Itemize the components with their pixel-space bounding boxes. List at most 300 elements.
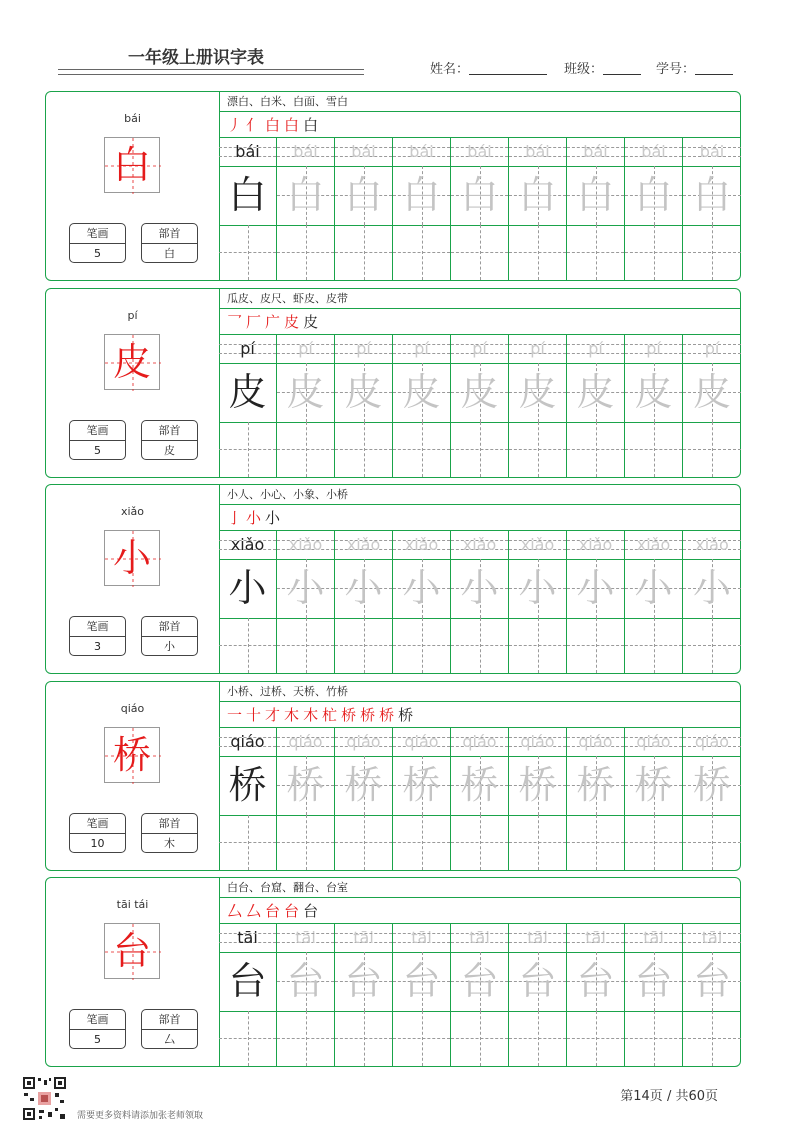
pinyin-text: pí — [298, 339, 313, 358]
pinyin-text: bái — [583, 142, 608, 161]
pinyin-text: bái — [351, 142, 376, 161]
writing-cell[interactable] — [625, 363, 683, 422]
pinyin-label: tāi tái — [116, 898, 149, 911]
writing-cell[interactable] — [335, 559, 393, 618]
writing-cell[interactable] — [683, 166, 741, 225]
stroke-step: 木 — [284, 706, 301, 724]
writing-cell[interactable] — [509, 952, 567, 1011]
writing-cell[interactable] — [683, 559, 741, 618]
character-text: 桥 — [576, 763, 615, 807]
pinyin-text: tāi — [469, 928, 490, 947]
pinyin-cell[interactable] — [451, 728, 509, 756]
radical-box — [141, 223, 198, 263]
stroke-step: 桥 — [398, 706, 415, 724]
writing-cell[interactable] — [567, 756, 625, 815]
writing-cell[interactable] — [219, 952, 277, 1011]
character-text: 桥 — [518, 763, 557, 807]
big-character: 皮 — [112, 340, 151, 384]
character-text: 白 — [286, 173, 325, 217]
writing-cell[interactable] — [451, 952, 509, 1011]
character-box — [104, 727, 160, 783]
writing-cell[interactable] — [567, 559, 625, 618]
pinyin-cell[interactable] — [219, 335, 277, 363]
writing-cell[interactable] — [567, 166, 625, 225]
pinyin-label: xiǎo — [120, 505, 145, 518]
pinyin-text: bái — [641, 142, 666, 161]
character-text: 白 — [518, 173, 557, 217]
stroke-count-box — [69, 813, 126, 853]
practice-cell[interactable] — [335, 1011, 393, 1066]
pinyin-text: bái — [235, 142, 260, 161]
stroke-step: 白 — [284, 116, 301, 134]
pinyin-cell[interactable] — [509, 728, 567, 756]
pinyin-cell[interactable] — [625, 335, 683, 363]
pinyin-text: qiáo — [346, 732, 381, 751]
name-field[interactable] — [430, 58, 547, 77]
stroke-step: 木 — [303, 706, 320, 724]
practice-cell[interactable] — [277, 618, 335, 673]
pinyin-cell[interactable] — [567, 728, 625, 756]
character-text: 台 — [576, 959, 615, 1003]
stroke-step: 杧 — [322, 706, 339, 724]
character-box — [104, 334, 160, 390]
character-text: 桥 — [286, 763, 325, 807]
pinyin-row — [219, 335, 740, 364]
pinyin-text: qiáo — [694, 732, 730, 751]
pinyin-cell[interactable] — [219, 138, 277, 166]
writing-cell[interactable] — [451, 166, 509, 225]
radical-label: 部首 — [142, 421, 197, 441]
pinyin-text: pí — [414, 339, 429, 358]
character-text: 白 — [402, 173, 441, 217]
pinyin-cell[interactable] — [625, 924, 683, 952]
stroke-count-value: 5 — [94, 247, 101, 260]
character-text: 台 — [634, 959, 673, 1003]
writing-cell[interactable] — [451, 756, 509, 815]
qr-code-icon — [22, 1076, 67, 1121]
stroke-step: 台 — [265, 902, 282, 920]
stroke-count-box — [69, 223, 126, 263]
writing-cell[interactable] — [335, 952, 393, 1011]
stroke-count-label: 笔画 — [70, 1010, 125, 1030]
character-text: 皮 — [460, 370, 499, 414]
practice-cell[interactable] — [683, 422, 741, 477]
pinyin-text: pí — [704, 339, 720, 358]
stroke-step: 才 — [265, 706, 282, 724]
pinyin-text: tāi — [701, 928, 723, 947]
pinyin-text: xiǎo — [462, 535, 497, 554]
practice-cell[interactable] — [625, 815, 683, 870]
writing-cell[interactable] — [509, 756, 567, 815]
pinyin-cell[interactable] — [219, 531, 277, 559]
pinyin-cell[interactable] — [277, 138, 335, 166]
practice-cell[interactable] — [393, 618, 451, 673]
stroke-order — [219, 112, 740, 138]
practice-cell[interactable] — [509, 1011, 567, 1066]
writing-cell[interactable] — [509, 363, 567, 422]
title-underline — [58, 74, 364, 75]
pinyin-cell[interactable] — [567, 138, 625, 166]
stroke-step: 白 — [265, 116, 282, 134]
pinyin-cell[interactable] — [277, 531, 335, 559]
stroke-step: 厂 — [246, 313, 263, 331]
writing-cell[interactable] — [509, 166, 567, 225]
practice-cell[interactable] — [625, 225, 683, 280]
pinyin-cell[interactable] — [451, 138, 509, 166]
pinyin-text: tāi — [585, 928, 606, 947]
character-text: 皮 — [402, 370, 441, 414]
pinyin-text: tāi — [353, 928, 374, 947]
radical-label: 部首 — [142, 224, 197, 244]
pinyin-text: pí — [356, 339, 371, 358]
practice-cell[interactable] — [219, 422, 277, 477]
pinyin-cell[interactable] — [219, 728, 277, 756]
class-label: 班级： — [564, 62, 604, 77]
character-info — [46, 92, 220, 280]
writing-cell[interactable] — [335, 166, 393, 225]
stroke-count-label: 笔画 — [70, 224, 125, 244]
title-underline — [58, 69, 364, 70]
pinyin-cell[interactable] — [277, 728, 335, 756]
pinyin-cell[interactable] — [219, 924, 277, 952]
practice-area — [219, 485, 740, 673]
writing-cell[interactable] — [219, 559, 277, 618]
writing-cell[interactable] — [393, 559, 451, 618]
pinyin-cell[interactable] — [451, 924, 509, 952]
character-info — [46, 682, 220, 870]
writing-cell[interactable] — [625, 952, 683, 1011]
pinyin-cell[interactable] — [393, 531, 451, 559]
pinyin-text: pí — [240, 339, 255, 358]
writing-cell[interactable] — [509, 559, 567, 618]
pinyin-text: bái — [699, 142, 725, 161]
character-text: 白 — [692, 173, 731, 217]
pinyin-cell[interactable] — [625, 728, 683, 756]
writing-cell[interactable] — [277, 559, 335, 618]
practice-cell[interactable] — [509, 422, 567, 477]
practice-cell[interactable] — [393, 815, 451, 870]
stroke-count-value: 5 — [94, 1033, 101, 1046]
character-text: 皮 — [228, 370, 267, 414]
writing-cell[interactable] — [219, 363, 277, 422]
number-field[interactable] — [656, 58, 733, 77]
character-row — [219, 166, 740, 226]
pinyin-cell[interactable] — [683, 531, 741, 559]
pinyin-cell[interactable] — [509, 138, 567, 166]
character-text: 小 — [228, 566, 267, 610]
page-number: 第14页 / 共60页 — [620, 1089, 718, 1104]
character-text: 桥 — [344, 763, 383, 807]
stroke-step: 厶 — [227, 902, 244, 920]
writing-cell[interactable] — [277, 166, 335, 225]
practice-cell[interactable] — [451, 1011, 509, 1066]
practice-cell[interactable] — [509, 618, 567, 673]
practice-cell[interactable] — [277, 225, 335, 280]
practice-cell[interactable] — [625, 618, 683, 673]
blank-row — [219, 225, 740, 280]
character-text: 桥 — [228, 763, 267, 807]
stroke-step: 一 — [227, 706, 244, 724]
pinyin-cell[interactable] — [277, 924, 335, 952]
character-card — [45, 877, 741, 1067]
writing-cell[interactable] — [625, 166, 683, 225]
pinyin-text: qiáo — [288, 732, 323, 751]
pinyin-cell[interactable] — [683, 335, 741, 363]
character-text: 皮 — [344, 370, 383, 414]
stroke-step: 厶 — [246, 902, 263, 920]
stroke-step: 白 — [303, 116, 320, 134]
character-text: 小 — [286, 566, 325, 610]
pinyin-cell[interactable] — [683, 138, 741, 166]
character-row — [219, 363, 740, 423]
character-box — [104, 137, 160, 193]
pinyin-cell[interactable] — [277, 335, 335, 363]
writing-cell[interactable] — [393, 952, 451, 1011]
practice-cell[interactable] — [219, 1011, 277, 1066]
pinyin-cell[interactable] — [509, 335, 567, 363]
big-character: 白 — [112, 143, 151, 187]
character-text: 台 — [228, 959, 267, 1003]
pinyin-text: bái — [467, 142, 492, 161]
writing-cell[interactable] — [277, 363, 335, 422]
character-text: 小 — [634, 566, 673, 610]
writing-cell[interactable] — [683, 952, 741, 1011]
writing-cell[interactable] — [393, 363, 451, 422]
pinyin-text: qiáo — [578, 732, 613, 751]
pinyin-cell[interactable] — [509, 531, 567, 559]
radical-value: 皮 — [164, 444, 175, 457]
stroke-order — [219, 898, 740, 924]
writing-cell[interactable] — [277, 952, 335, 1011]
pinyin-text: xiǎo — [578, 535, 613, 554]
pinyin-cell[interactable] — [567, 531, 625, 559]
writing-cell[interactable] — [451, 363, 509, 422]
pinyin-text: tāi — [237, 928, 258, 947]
pinyin-cell[interactable] — [567, 924, 625, 952]
writing-cell[interactable] — [567, 363, 625, 422]
radical-value: 木 — [164, 837, 175, 850]
pinyin-text: xiǎo — [288, 535, 323, 554]
character-text: 台 — [692, 959, 731, 1003]
page-title: 一年级上册识字表 — [128, 48, 264, 68]
pinyin-text: tāi — [411, 928, 432, 947]
practice-cell[interactable] — [509, 225, 567, 280]
practice-cell[interactable] — [567, 618, 625, 673]
pinyin-text: qiáo — [230, 732, 265, 751]
practice-cell[interactable] — [335, 422, 393, 477]
stroke-count-value: 10 — [90, 837, 105, 850]
pinyin-text: bái — [409, 142, 434, 161]
practice-cell[interactable] — [509, 815, 567, 870]
practice-area — [219, 878, 740, 1066]
practice-cell[interactable] — [451, 815, 509, 870]
practice-cell[interactable] — [335, 225, 393, 280]
stroke-step: 广 — [265, 313, 282, 331]
character-card — [45, 484, 741, 674]
example-words: 漂白、白米、白面、雪白 — [219, 92, 740, 112]
pinyin-cell[interactable] — [451, 335, 509, 363]
practice-cell[interactable] — [625, 1011, 683, 1066]
example-words: 小桥、过桥、天桥、竹桥 — [219, 682, 740, 702]
pinyin-cell[interactable] — [683, 924, 741, 952]
pinyin-text: xiǎo — [230, 535, 265, 554]
practice-cell[interactable] — [393, 1011, 451, 1066]
practice-cell[interactable] — [683, 815, 741, 870]
practice-cell[interactable] — [335, 815, 393, 870]
pinyin-row — [219, 138, 740, 167]
example-words: 瓜皮、皮尺、虾皮、皮带 — [219, 289, 740, 309]
pinyin-cell[interactable] — [335, 531, 393, 559]
radical-box — [141, 420, 198, 460]
character-text: 皮 — [634, 370, 673, 414]
character-card — [45, 288, 741, 478]
practice-cell[interactable] — [567, 1011, 625, 1066]
stroke-step: 桥 — [360, 706, 377, 724]
character-text: 小 — [402, 566, 441, 610]
writing-cell[interactable] — [393, 756, 451, 815]
writing-cell[interactable] — [219, 166, 277, 225]
stroke-step: 皮 — [284, 313, 301, 331]
pinyin-text: xiǎo — [404, 535, 439, 554]
stroke-step: 桥 — [379, 706, 396, 724]
radical-label: 部首 — [142, 1010, 197, 1030]
practice-cell[interactable] — [625, 422, 683, 477]
practice-cell[interactable] — [451, 618, 509, 673]
big-character: 小 — [112, 536, 151, 580]
character-text: 台 — [460, 959, 499, 1003]
character-text: 小 — [692, 566, 731, 610]
character-text: 白 — [460, 173, 499, 217]
pinyin-cell[interactable] — [393, 728, 451, 756]
class-field[interactable] — [564, 58, 641, 77]
number-label: 学号： — [656, 62, 696, 77]
writing-cell[interactable] — [625, 559, 683, 618]
pinyin-label: pí — [127, 309, 138, 322]
practice-cell[interactable] — [683, 1011, 741, 1066]
practice-cell[interactable] — [451, 422, 509, 477]
pinyin-cell[interactable] — [567, 335, 625, 363]
character-text: 桥 — [402, 763, 441, 807]
pinyin-cell[interactable] — [625, 531, 683, 559]
character-text: 桥 — [634, 763, 673, 807]
writing-cell[interactable] — [625, 756, 683, 815]
pinyin-cell[interactable] — [335, 728, 393, 756]
practice-cell[interactable] — [219, 815, 277, 870]
stroke-count-value: 3 — [94, 640, 101, 653]
pinyin-cell[interactable] — [393, 138, 451, 166]
stroke-step: 亅 — [227, 509, 244, 527]
pinyin-label: qiáo — [120, 702, 145, 715]
stroke-step: 小 — [265, 509, 282, 527]
writing-cell[interactable] — [567, 952, 625, 1011]
pinyin-cell[interactable] — [393, 335, 451, 363]
practice-cell[interactable] — [219, 618, 277, 673]
pinyin-cell[interactable] — [625, 138, 683, 166]
character-text: 台 — [402, 959, 441, 1003]
practice-cell[interactable] — [393, 422, 451, 477]
character-text: 桥 — [692, 763, 731, 807]
character-text: 台 — [344, 959, 383, 1003]
pinyin-cell[interactable] — [451, 531, 509, 559]
practice-cell[interactable] — [567, 815, 625, 870]
stroke-step: 皮 — [303, 313, 320, 331]
pinyin-cell[interactable] — [335, 138, 393, 166]
pinyin-label: bái — [124, 112, 141, 125]
practice-cell[interactable] — [567, 422, 625, 477]
practice-cell[interactable] — [277, 1011, 335, 1066]
stroke-step: 亻 — [246, 116, 263, 134]
pinyin-text: qiáo — [520, 732, 555, 751]
pinyin-text: qiáo — [404, 732, 439, 751]
pinyin-text: bái — [293, 142, 318, 161]
pinyin-cell[interactable] — [335, 924, 393, 952]
example-words: 小人、小心、小象、小桥 — [219, 485, 740, 505]
pinyin-row — [219, 531, 740, 560]
practice-cell[interactable] — [451, 225, 509, 280]
stroke-count-label: 笔画 — [70, 421, 125, 441]
big-character: 台 — [112, 929, 151, 973]
pinyin-text: xiǎo — [695, 535, 729, 554]
practice-cell[interactable] — [277, 815, 335, 870]
practice-cell[interactable] — [335, 618, 393, 673]
character-text: 台 — [286, 959, 325, 1003]
practice-cell[interactable] — [567, 225, 625, 280]
big-character: 桥 — [112, 733, 151, 777]
stroke-count-label: 笔画 — [70, 617, 125, 637]
example-words: 白台、台窟、翻台、台室 — [219, 878, 740, 898]
writing-cell[interactable] — [277, 756, 335, 815]
character-text: 皮 — [692, 370, 731, 414]
practice-cell[interactable] — [683, 618, 741, 673]
pinyin-cell[interactable] — [509, 924, 567, 952]
stroke-order — [219, 702, 740, 728]
radical-value: 厶 — [164, 1033, 175, 1046]
character-text: 小 — [344, 566, 383, 610]
practice-cell[interactable] — [683, 225, 741, 280]
character-info — [46, 485, 220, 673]
writing-cell[interactable] — [335, 363, 393, 422]
pinyin-cell[interactable] — [683, 728, 741, 756]
practice-cell[interactable] — [277, 422, 335, 477]
pinyin-text: xiǎo — [520, 535, 555, 554]
writing-cell[interactable] — [683, 363, 741, 422]
blank-row — [219, 1011, 740, 1066]
pinyin-text: xiǎo — [636, 535, 671, 554]
stroke-step: 十 — [246, 706, 263, 724]
character-text: 白 — [634, 173, 673, 217]
writing-cell[interactable] — [219, 756, 277, 815]
character-info — [46, 878, 220, 1066]
pinyin-text: qiáo — [462, 732, 497, 751]
footer-note: 需要更多资料请添加张老师领取 — [77, 1111, 204, 1121]
character-text: 桥 — [460, 763, 499, 807]
writing-cell[interactable] — [451, 559, 509, 618]
practice-area — [219, 682, 740, 870]
stroke-step: 台 — [303, 902, 320, 920]
practice-cell[interactable] — [219, 225, 277, 280]
pinyin-cell[interactable] — [335, 335, 393, 363]
practice-cell[interactable] — [393, 225, 451, 280]
writing-cell[interactable] — [393, 166, 451, 225]
radical-box — [141, 616, 198, 656]
writing-cell[interactable] — [335, 756, 393, 815]
pinyin-text: qiáo — [636, 732, 671, 751]
blank-row — [219, 422, 740, 477]
pinyin-cell[interactable] — [393, 924, 451, 952]
writing-cell[interactable] — [683, 756, 741, 815]
character-card — [45, 681, 741, 871]
character-text: 小 — [460, 566, 499, 610]
